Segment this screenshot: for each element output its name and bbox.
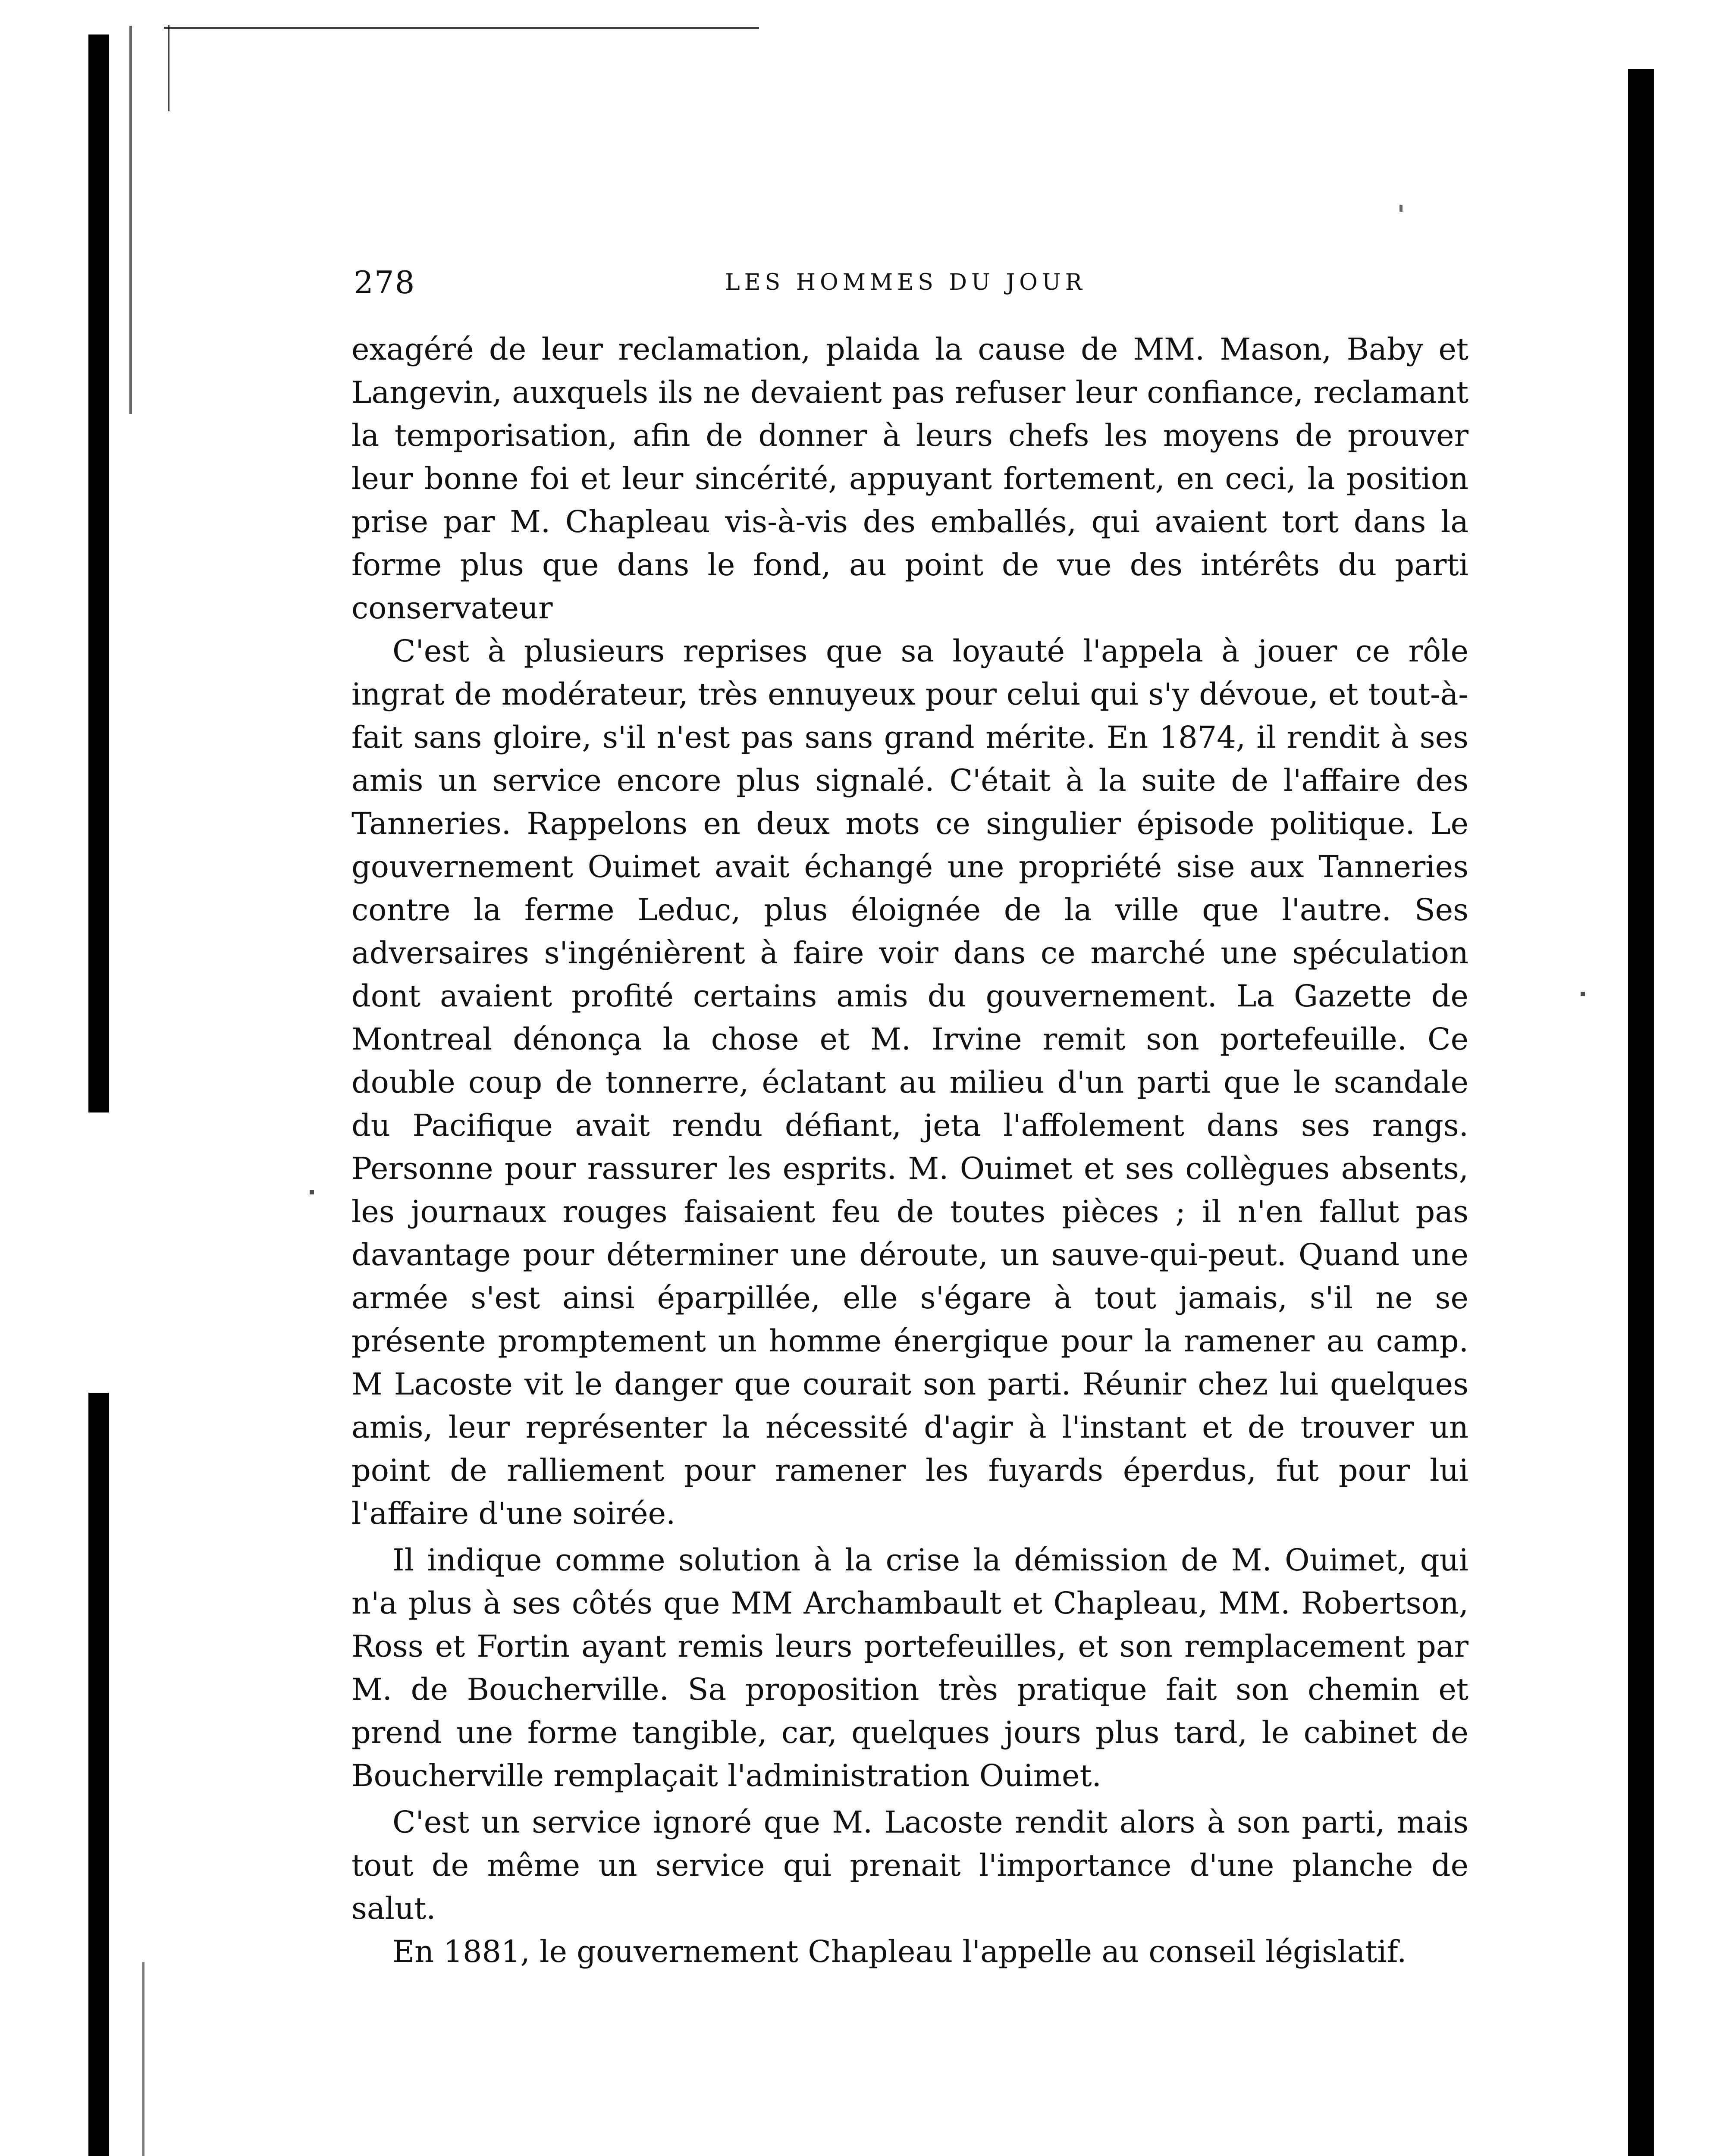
paragraph-4: C'est un service ignoré que M. Lacoste rendit alors à son parti, mais tout de même un service qui prenait l'importance d'une planche de salut. [351,1805,1468,1926]
paragraph-2: C'est à plusieurs reprises que sa loyauté l'appela à jouer ce rôle ingrat de modérateur, très ennuyeux pour celui qui s'y dévoue, et tout-à-fait sans gloire, s'il n'est pas sans grand mérite. En 1874, il rendit à ses amis un service encore plus signalé. C'était à la suite de l'affaire des Tanneries. Rappelons en deux mots ce singulier épisode politique. Le gouvernement Ouimet avait échangé une propriété sise aux Tanneries contre la ferme Leduc, plus éloignée de la ville que l'autre. Ses adversaires s'ingénièrent à faire voir dans ce marché une spéculation dont avaient profité certains amis du gouvernement. La Gazette de Montreal dénonça la chose et M. Irvine remit son portefeuille. Ce double coup de tonnerre, éclatant au milieu d'un parti que le scandale du Pacifique avait rendu défiant, jeta l'affolement dans ses rangs. Personne pour rassurer les esprits. M. Ouimet et ses collègues absents, les journaux rouges faisaient feu de toutes pièces ; il n'en fallut pas davantage pour déterminer une déroute, un sauve-qui-peut. Quand une armée s'est ainsi éparpillée, elle s'égare à tout jamais, s'il ne se présente promptement un homme énergique pour la ramener au camp. M Lacoste vit le danger que courait son parti. Réunir chez lui quelques amis, leur représenter la nécessité d'agir à l'instant et de trouver un point de ralliement pour ramener les fuyards éperdus, fut pour lui l'affaire d'une soirée. [351,633,1468,1531]
paragraph-3: Il indique comme solution à la crise la démission de M. Ouimet, qui n'a plus à ses côtés que MM Archambault et Chapleau, MM. Robertson, Ross et Fortin ayant remis leurs portefeuilles, et son remplacement par M. de Boucherville. Sa proposition très pratique fait son chemin et prend une forme tangible, car, quelques jours plus tard, le cabinet de Boucherville remplaçait l'administration Ouimet. [351,1542,1468,1793]
paragraph-5: En 1881, le gouvernement Chapleau l'appelle au conseil législatif. [392,1934,1407,1969]
body-text [351,328,1468,1973]
page-number: 278 [354,264,416,301]
running-head [354,263,1458,302]
paragraph-1: exagéré de leur reclamation, plaida la cause de MM. Mason, Baby et Langevin, auxquels ils ne devaient pas refuser leur confiance, reclamant la temporisation, afin de donner à leurs chefs les moyens de prouver leur bonne foi et leur sincérité, appuyant fortement, en ceci, la position prise par M. Chapleau vis-à-vis des emballés, qui avaient tort dans la forme plus que dans le fond, au point de vue des intérêts du parti conservateur [351,332,1468,626]
running-title: LES HOMMES DU JOUR [725,270,1086,295]
